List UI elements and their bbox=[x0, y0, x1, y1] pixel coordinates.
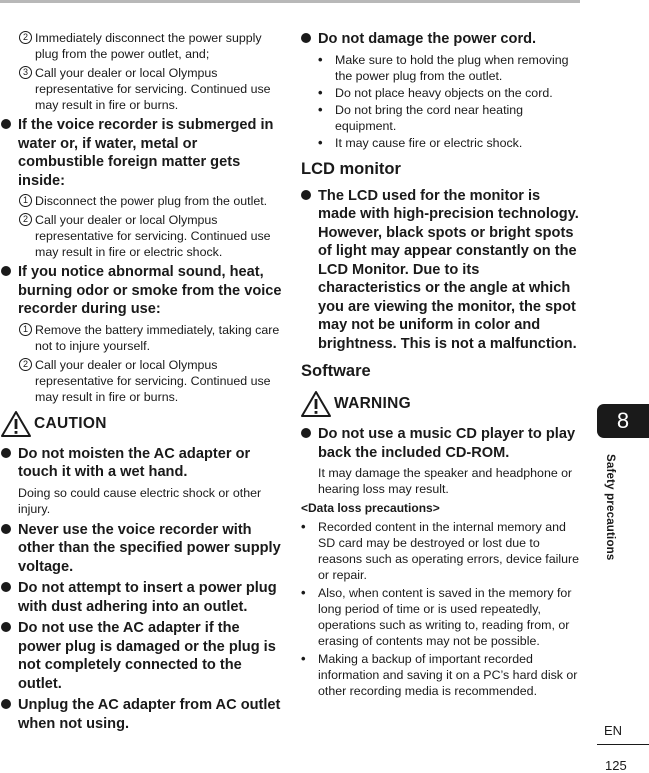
step-text: Immediately disconnect the power supply plug from the power outlet, and; bbox=[35, 31, 262, 61]
bullet-dot-icon bbox=[301, 428, 311, 438]
bullet-symbol: • bbox=[318, 134, 323, 150]
bullet-symbol: • bbox=[318, 101, 323, 117]
bullet-symbol: • bbox=[318, 51, 323, 67]
list-item: • Recorded content in the internal memory and SD card may be destroyed or lost due to reasons such as operating errors, device failure or repair. bbox=[301, 519, 580, 582]
circled-number: 2 bbox=[19, 213, 32, 226]
caution-item: Do not moisten the AC adapter or touch it with a wet hand. bbox=[0, 445, 282, 482]
bullet-symbol: • bbox=[301, 519, 306, 534]
list-item: • It may cause fire or electric shock. bbox=[318, 134, 523, 150]
numbered-step bbox=[0, 30, 282, 62]
bullet-dot-icon bbox=[1, 582, 11, 592]
bullet-dot-icon bbox=[1, 622, 11, 632]
caution-detail: Doing so could cause electric shock or other injury. bbox=[18, 485, 262, 516]
chapter-title: Safety precautions bbox=[604, 454, 616, 561]
warning-triangle-icon bbox=[0, 410, 32, 438]
numbered-step bbox=[0, 212, 282, 260]
top-rule bbox=[0, 0, 580, 3]
caution-item: Unplug the AC adapter from AC outlet when not using. bbox=[0, 696, 282, 733]
software-heading: Software bbox=[301, 362, 371, 380]
step-text: Call your dealer or local Olympus representative for servicing. Continued use may result in fire or burns. bbox=[35, 357, 271, 404]
list-item: • Make sure to hold the plug when removing the power plug from the outlet. bbox=[318, 51, 569, 83]
warning-banner bbox=[300, 389, 582, 419]
caution-item: Never use the voice recorder with other than the specified power supply voltage. bbox=[0, 521, 282, 577]
circled-number: 1 bbox=[19, 323, 32, 336]
numbered-step bbox=[0, 322, 282, 354]
step-text: Remove the battery immediately, taking care not to injure yourself. bbox=[35, 322, 280, 353]
step-text: Call your dealer or local Olympus representative for servicing. Continued use may result in fire or burns. bbox=[35, 66, 271, 112]
submerged-heading: If the voice recorder is submerged in water or, if water, metal or combustible foreign matter gets inside: bbox=[0, 116, 282, 190]
chapter-title-vertical bbox=[600, 454, 622, 570]
circled-number: 2 bbox=[19, 31, 32, 44]
music-cd-item: Do not use a music CD player to play back the included CD-ROM. bbox=[300, 425, 582, 462]
bullet-dot-icon bbox=[301, 190, 311, 200]
music-cd-detail: It may damage the speaker and headphone or hearing loss may result. bbox=[318, 466, 573, 496]
bullet-symbol: • bbox=[301, 651, 306, 666]
list-item: • Do not place heavy objects on the cord. bbox=[318, 84, 553, 100]
left-column bbox=[0, 30, 282, 736]
circled-number: 2 bbox=[19, 358, 32, 371]
circled-number: 3 bbox=[19, 66, 32, 79]
bullet-dot-icon bbox=[1, 699, 11, 709]
bullet-dot-icon bbox=[1, 448, 11, 458]
caution-banner bbox=[0, 409, 282, 439]
step-text: Call your dealer or local Olympus representative for servicing. Continued use may result in fire or electric shock. bbox=[35, 213, 271, 259]
bullet-dot-icon bbox=[1, 119, 11, 129]
bullet-symbol: • bbox=[301, 585, 306, 600]
bullet-symbol: • bbox=[318, 84, 323, 100]
warning-label: WARNING bbox=[334, 395, 412, 412]
lcd-item: The LCD used for the monitor is made with high-precision technology. However, black spots or bright spots of light may appear constantly on the LCD Monitor. Due to its characteristics or the angle at which you are viewing the monitor, the spot may not be uniform in color and brightness. This is not a malfunction. bbox=[300, 187, 582, 354]
right-column bbox=[300, 30, 582, 701]
lcd-monitor-heading: LCD monitor bbox=[301, 159, 401, 178]
data-loss-heading: <Data loss precautions> bbox=[301, 501, 440, 515]
bullet-dot-icon bbox=[1, 266, 11, 276]
numbered-step bbox=[0, 65, 282, 113]
circled-number: 1 bbox=[19, 194, 32, 207]
language-label: EN bbox=[604, 723, 623, 738]
page-number: 125 bbox=[605, 758, 627, 773]
abnormal-heading: If you notice abnormal sound, heat, burning odor or smoke from the voice recorder during use: bbox=[0, 263, 282, 319]
warning-triangle-icon bbox=[300, 390, 332, 418]
bullet-dot-icon bbox=[1, 524, 11, 534]
step-text: Disconnect the power plug from the outlet. bbox=[35, 194, 268, 208]
chapter-tab: 8 bbox=[597, 404, 649, 438]
numbered-step bbox=[0, 357, 282, 405]
list-item: • Do not bring the cord near heating equipment. bbox=[318, 101, 524, 133]
numbered-step bbox=[0, 193, 282, 209]
power-cord-heading: Do not damage the power cord. bbox=[300, 30, 582, 49]
bullet-dot-icon bbox=[301, 33, 311, 43]
caution-label: CAUTION bbox=[34, 414, 107, 432]
caution-item: Do not use the AC adapter if the power plug is damaged or the plug is not completely connected to the outlet. bbox=[0, 619, 282, 693]
list-item: • Also, when content is saved in the memory for long period of time or is used repeatedly, operations such as writing to, reading from, or erasing of contents may not be possible. bbox=[301, 585, 572, 648]
caution-item: Do not attempt to insert a power plug with dust adhering into an outlet. bbox=[0, 579, 282, 616]
list-item: • Making a backup of important recorded information and saving it on a PC’s hard disk or other recording media is recommended. bbox=[301, 651, 578, 698]
language-rule bbox=[597, 744, 649, 745]
